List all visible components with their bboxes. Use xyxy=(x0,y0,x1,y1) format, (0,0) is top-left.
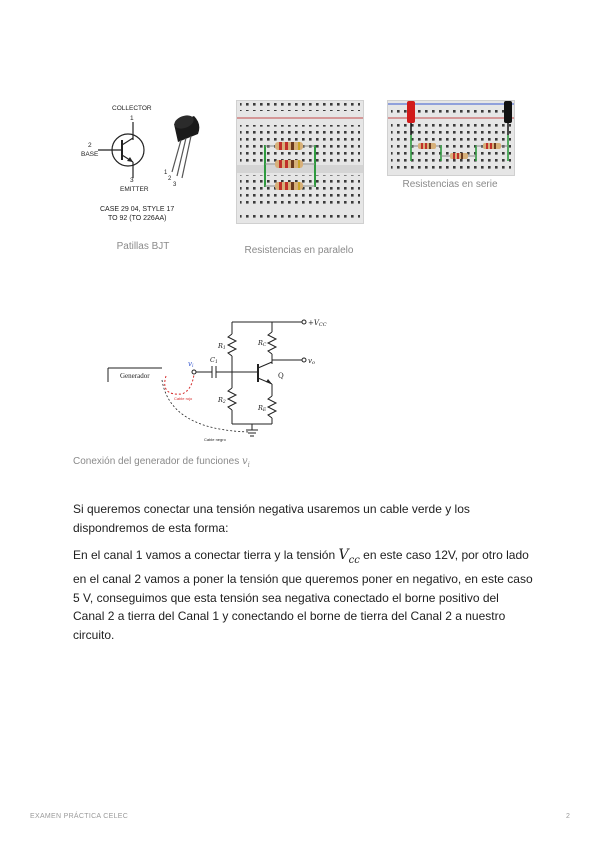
package-pin3-label: 3 xyxy=(173,182,177,188)
case-line2: TO 92 (TO 226AA) xyxy=(108,215,167,222)
c1-label: C1 xyxy=(210,356,218,365)
footer-title: EXAMEN PRÁCTICA CELEC xyxy=(30,813,129,820)
rc-label: RC xyxy=(258,339,267,348)
pin1-label: 1 xyxy=(130,115,134,122)
bjt-pinout-diagram xyxy=(78,100,208,240)
bjt-caption: Patillas BJT xyxy=(116,241,170,252)
footer-page-number: 2 xyxy=(566,813,571,820)
vcc-label: +VCC xyxy=(308,319,327,328)
amplifier-circuit-diagram xyxy=(100,310,340,445)
series-breadboard-photo xyxy=(387,100,515,176)
vi-label: vi xyxy=(188,360,194,369)
parallel-breadboard-photo xyxy=(236,100,364,224)
base-label: BASE xyxy=(81,151,99,158)
generator-label: Generador xyxy=(120,372,150,380)
collector-label: COLLECTOR xyxy=(112,105,152,112)
red-cable-label: Cable rojo xyxy=(174,396,193,401)
re-label: RE xyxy=(258,404,267,413)
circuit-caption-var: $v_i$ xyxy=(242,456,250,469)
package-pin2-label: 2 xyxy=(168,176,172,182)
circuit-caption-text: Conexión del generador de funciones xyxy=(73,456,240,467)
to92-package xyxy=(172,113,199,178)
paragraph-negative-voltage: Si queremos conectar una tensión negativa usaremos un cable verde y los dispondremos de esta forma: xyxy=(73,502,470,535)
pin2-label: 2 xyxy=(88,142,92,149)
red-cable xyxy=(165,374,194,394)
parallel-caption: Resistencias en paralelo xyxy=(244,245,354,256)
series-breadboard-image xyxy=(388,101,514,175)
black-cable-label: Cable negro xyxy=(204,437,226,442)
amplifier-circuit-figure xyxy=(100,310,340,445)
transistor-q-label: Q xyxy=(278,372,284,380)
vo-label: vo xyxy=(308,357,315,366)
package-pin1-label: 1 xyxy=(164,170,168,176)
case-line1: CASE 29 04, STYLE 17 xyxy=(100,206,175,213)
r1-label: R1 xyxy=(218,342,226,351)
series-caption: Resistencias en serie xyxy=(402,179,498,190)
pin3-label: 3 xyxy=(130,177,134,184)
circuit-caption xyxy=(73,456,250,469)
parallel-breadboard-image xyxy=(237,101,363,223)
paragraph-channels: En el canal 1 vamos a conectar tierra y la tensión $V_{cc}$ en este caso 12V, por otro lado en el canal 2 vamos a poner la tensión que queremos poner en negativo, en este caso 5 V, conseguimos que esta tensión sea negativa conectado el borne positivo del Canal 2 a tierra del Canal 1 y conectando el borne de tierra del Canal 2 a nuestro circuito. xyxy=(73,547,533,642)
bjt-figure xyxy=(78,100,208,240)
emitter-label: EMITTER xyxy=(120,186,149,193)
r2-label: R2 xyxy=(218,396,226,405)
vcc-symbol: $V_{cc}$ xyxy=(338,547,360,566)
